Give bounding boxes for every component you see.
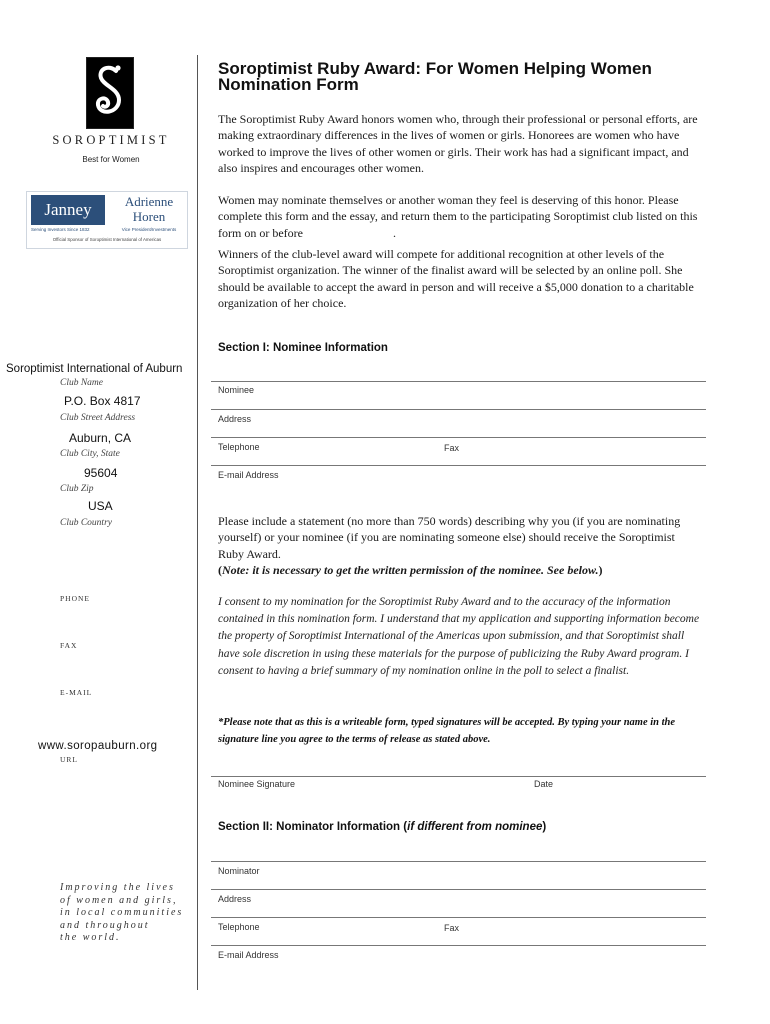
statement-text: Please include a statement (no more than 750 words) describing why you (if you are nominating yourself) or your nominee (if you are nominating someone else) should receive the Soroptimist Ruby Award.: [218, 514, 681, 561]
motto-line: of women and girls,: [60, 894, 178, 906]
soroptimist-logo: [86, 57, 134, 129]
club-url-value: www.soropauburn.org: [38, 740, 158, 752]
club-street-label: Club Street Address: [60, 413, 136, 423]
nominator-fax-field[interactable]: Fax: [444, 923, 460, 933]
nominator-field[interactable]: Nominator: [218, 866, 260, 876]
brand-tagline: Best for Women: [82, 155, 140, 164]
section-2-title-italic: if different from nominee: [407, 821, 543, 833]
advisor-title: Vice President/Investments: [121, 227, 177, 232]
intro-paragraph-1: The Soroptimist Ruby Award honors women who, through their professional or personal efforts, are making extraordinary differences in the lives of women or girls. Honorees are women who have worked to improve the lives of other women or girls. Their work has had a significant impact, and also inspires and encourages other women.: [218, 112, 698, 175]
club-country-label: Club Country: [60, 518, 112, 528]
nominator-address-field[interactable]: Address: [218, 894, 252, 904]
email-line: [211, 465, 706, 466]
intro-paragraph-2-text: Women may nominate themselves or another woman they feel is deserving of this honor. Please complete this form and the essay, and return them to the participating Soroptimist club listed on this form on or before: [218, 193, 698, 240]
nominator-telephone-field[interactable]: Telephone: [218, 922, 260, 932]
consent-text: I consent to my nomination for the Soroptimist Ruby Award and to the accuracy of the information contained in this nomination form. I understand that my application and supporting information become the property of Soroptimist International of the Americas upon submission, and that Soroptimist shall have sole discretion in using these materials for the purpose of publicizing the Ruby Award program. I consent to having a brief summary of my nomination online in the poll to select a finalist.: [218, 596, 700, 677]
motto-line: and throughout: [60, 919, 150, 931]
club-name-label: Club Name: [60, 378, 104, 388]
motto-line: the world.: [60, 932, 121, 944]
janney-logo: Janney: [31, 195, 105, 225]
nominee-telephone-field[interactable]: Telephone: [218, 442, 260, 452]
section-2-title-close: ): [542, 821, 547, 833]
motto-line: Improving the lives: [60, 882, 175, 893]
club-city-value: Auburn, CA: [69, 431, 132, 445]
title-line-1: Soroptimist Ruby Award: For Women Helping Women: [218, 59, 652, 78]
nominee-field[interactable]: Nominee: [218, 385, 255, 395]
brand-name: SOROPTIMIST: [52, 133, 170, 147]
nominee-address-field[interactable]: Address: [218, 414, 252, 424]
title-line-2: Nomination Form: [218, 75, 359, 94]
motto: [60, 882, 190, 945]
advisor-name: [111, 194, 187, 224]
club-country-value: USA: [88, 499, 113, 513]
club-street-value: P.O. Box 4817: [64, 394, 141, 408]
nominee-fax-field[interactable]: Fax: [444, 443, 460, 453]
sponsor-logo: [26, 191, 188, 249]
club-zip-value: 95604: [84, 466, 118, 480]
page-title: [218, 61, 718, 93]
section-2-title-main: Section II: Nominator Information (: [218, 821, 408, 833]
section-2-title: [218, 821, 546, 833]
motto-line: in local communities: [60, 907, 184, 919]
url-label: URL: [60, 755, 78, 764]
signature-line: [211, 776, 706, 777]
column-divider: [197, 55, 198, 990]
phone-label: PHONE: [60, 594, 91, 603]
statement-note-open: (: [218, 562, 222, 577]
intro-paragraph-3: Winners of the club-level award will compete for additional recognition at other levels of the Soroptimist organization. The winner of the finalist award will be selected by an online poll. She should be available to accept the award in person and will receive a $5,000 donation to a charitable organization of her choice.: [218, 247, 694, 310]
intro-paragraph-2: [218, 192, 698, 241]
advisor-last-name: Horen: [132, 209, 166, 224]
nominator-email-field[interactable]: E-mail Address: [218, 950, 279, 960]
nominee-line: [211, 381, 706, 382]
nominee-signature-field[interactable]: Nominee Signature: [218, 779, 296, 789]
official-sponsor-text: Official Sponsor of Soroptimist International of Americas: [52, 237, 162, 242]
advisor-first-name: Adrienne: [124, 194, 174, 209]
nominator-telephone-line: [211, 917, 706, 918]
nominator-email-line: [211, 945, 706, 946]
club-org-name: Soroptimist International of Auburn: [6, 363, 183, 375]
intro-paragraph-2-end: .: [392, 225, 396, 240]
janney-tagline: Serving Investors Since 1832: [31, 227, 90, 232]
statement-instructions: [218, 513, 698, 578]
signature-date-field[interactable]: Date: [534, 779, 554, 789]
fax-label: FAX: [60, 641, 78, 650]
nominator-address-line: [211, 889, 706, 890]
telephone-line: [211, 437, 706, 438]
club-zip-label: Club Zip: [60, 484, 94, 494]
statement-note: Note: it is necessary to get the written permission of the nominee. See below.: [222, 562, 599, 577]
signature-note: *Please note that as this is a writeable form, typed signatures will be accepted. By typing your name in the signature line you agree to the terms of release as stated above.: [218, 717, 676, 745]
soroptimist-s-icon: [87, 58, 133, 128]
section-1-title: Section I: Nominee Information: [218, 342, 388, 354]
nominator-line: [211, 861, 706, 862]
email-label: E-MAIL: [60, 688, 93, 697]
statement-note-close: ): [598, 562, 603, 577]
club-city-label: Club City, State: [60, 449, 120, 459]
address-line: [211, 409, 706, 410]
nominee-email-field[interactable]: E-mail Address: [218, 470, 279, 480]
